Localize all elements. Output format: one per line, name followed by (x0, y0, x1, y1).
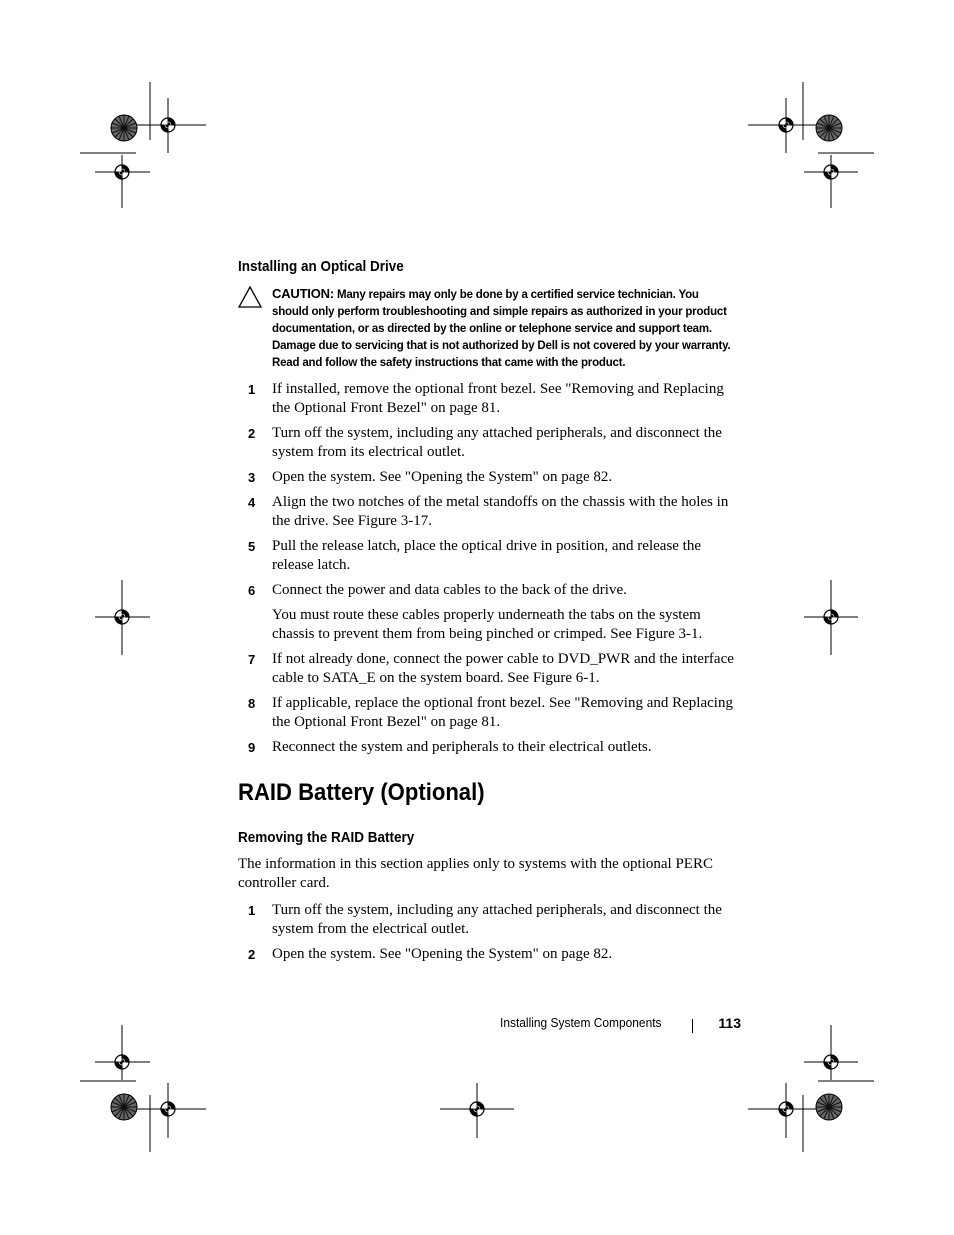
section-heading-removing-raid-battery: Removing the RAID Battery (238, 829, 415, 846)
step-item (238, 581, 738, 644)
step-item (238, 380, 738, 418)
step-number: 9 (248, 740, 256, 755)
section-title-raid-battery: RAID Battery (Optional) (238, 779, 485, 806)
footer-separator (692, 1019, 693, 1033)
caution-notice (238, 285, 738, 372)
step-text: Turn off the system, including any attached peripherals, and disconnect the system from its electrical outlet. (272, 425, 722, 460)
step-item (238, 738, 738, 757)
step-text: Reconnect the system and peripherals to their electrical outlets. (272, 739, 652, 755)
step-text: If not already done, connect the power cable to DVD_PWR and the interface cable to SATA_E on the system board. See Figure 6-1. (272, 651, 734, 686)
page-number: 113 (718, 1015, 741, 1031)
caution-body: Many repairs may only be done by a certified service technician. You should only perform troubleshooting and simple repairs as authorized in your product documentation, or as directed by the online or telephone service and support team. Damage due to servicing that is not authorized by Dell is not covered by your warranty. Read and follow the safety instructions that came with the product. (272, 289, 731, 369)
step-text: Pull the release latch, place the optical drive in position, and release the release latch. (272, 538, 702, 573)
step-number: 2 (248, 947, 256, 962)
step-number: 1 (248, 903, 256, 918)
step-item (238, 424, 738, 462)
step-number: 8 (248, 696, 256, 711)
caution-triangle-icon (238, 286, 262, 308)
step-item (238, 945, 738, 964)
step-number: 4 (248, 495, 256, 510)
step-text: Turn off the system, including any attached peripherals, and disconnect the system from the electrical outlet. (272, 902, 722, 937)
raid-battery-steps (238, 901, 738, 964)
step-item (238, 901, 738, 939)
step-item (238, 694, 738, 732)
step-number: 6 (248, 583, 256, 598)
step-text: If applicable, replace the optional front bezel. See "Removing and Replacing the Optional Front Bezel" on page 81. (272, 695, 733, 730)
step-text: Connect the power and data cables to the back of the drive. (272, 582, 627, 598)
step-note: You must route these cables properly underneath the tabs on the system chassis to prevent them from being pinched or crimped. See Figure 3-1. (272, 607, 703, 642)
step-item (238, 493, 738, 531)
step-text: Open the system. See "Opening the System" on page 82. (272, 469, 613, 485)
step-item (238, 537, 738, 575)
step-text: Open the system. See "Opening the System" on page 82. (272, 946, 613, 962)
caution-label: CAUTION: (272, 286, 334, 301)
page-content (238, 258, 738, 970)
step-text: Align the two notches of the metal standoffs on the chassis with the holes in the drive. See Figure 3-17. (272, 494, 729, 529)
step-number: 1 (248, 382, 256, 397)
optical-drive-steps (238, 380, 738, 757)
section-heading-optical-drive: Installing an Optical Drive (238, 258, 404, 275)
step-number: 3 (248, 470, 256, 485)
step-text: If installed, remove the optional front bezel. See "Removing and Replacing the Optional Front Bezel" on page 81. (272, 381, 724, 416)
step-number: 7 (248, 652, 256, 667)
step-number: 5 (248, 539, 256, 554)
footer-chapter-title: Installing System Components (500, 1015, 662, 1030)
step-item (238, 650, 738, 688)
page-footer (500, 1015, 741, 1035)
step-item (238, 468, 738, 487)
raid-battery-intro: The information in this section applies only to systems with the optional PERC controller card. (238, 856, 713, 891)
caution-text (272, 285, 738, 372)
step-number: 2 (248, 426, 256, 441)
